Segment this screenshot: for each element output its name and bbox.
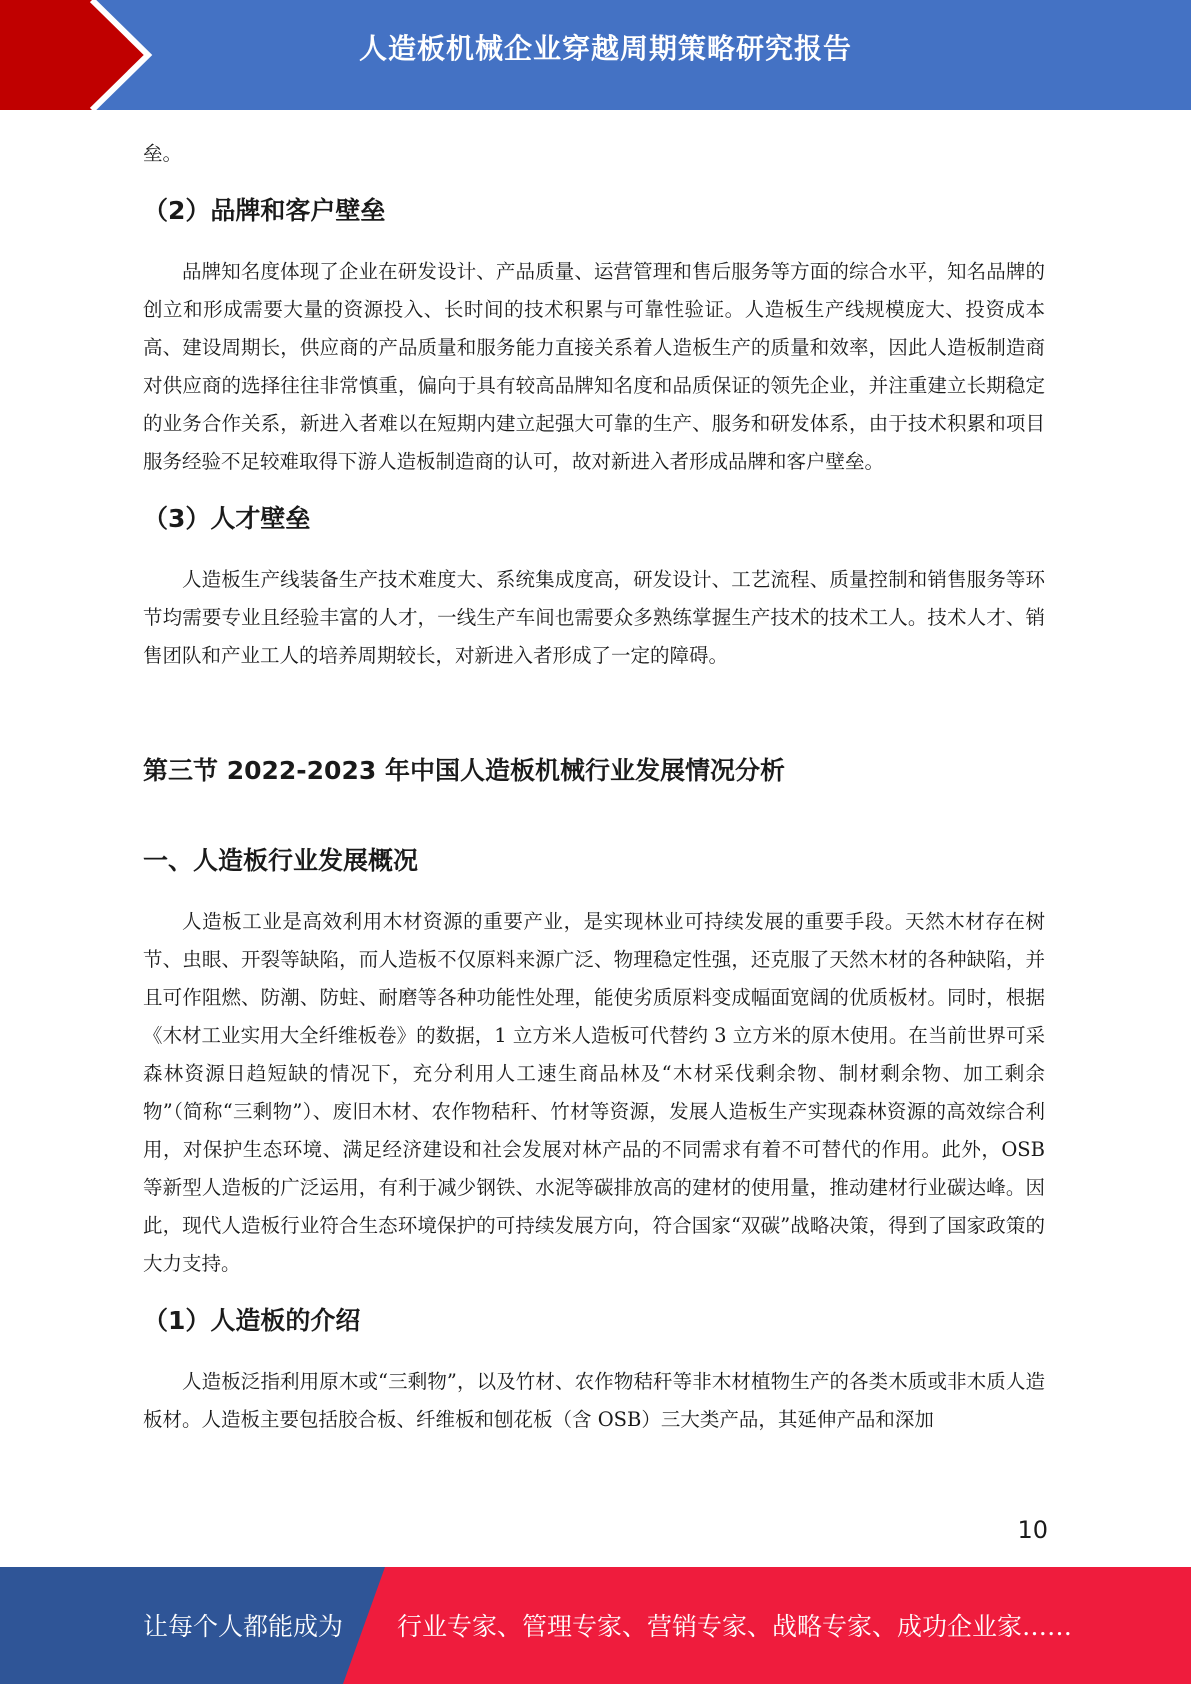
brand-barrier-heading: （2）品牌和客户壁垒 <box>143 196 386 225</box>
page-number: 10 <box>1017 1516 1048 1544</box>
overview-paragraph: 人造板工业是高效利用木材资源的重要产业，是实现林业可持续发展的重要手段。天然木材存在树节、虫眼、开裂等缺陷，而人造板不仅原料来源广泛、物理稳定性强，还克服了天然木材的各种缺陷，并且可作阻燃、防潮、防蛀、耐磨等各种功能性处理，能使劣质原料变成幅面宽阔的优质板材。同时，根据《木材工业实用大全纤维板卷》的数据，1 立方米人造板可代替约 3 立方米的原木使用。在当前世界可采森林资源日趋短缺的情况下，充分利用人工速生商品林及“木材采伐剩余物、制材剩余物、加工剩余物”（简称“三剩物”）、废旧木材、农作物秸秆、竹材等资源，发展人造板生产实现森林资源的高效综合利用，对保护生态环境、满足经济建设和社会发展对林产品的不同需求有着不可替代的作用。此外，OSB 等新型人造板的广泛运用，有利于减少钢铁、水泥等碳排放高的建材的使用量，推动建材行业碳达峰。因此，现代人造板行业符合生态环境保护的可持续发展方向，符合国家“双碳”战略决策，得到了国家政策的大力支持。 <box>143 910 1045 1275</box>
footer-slogan-right: 行业专家、管理专家、营销专家、战略专家、成功企业家…… <box>397 1612 1073 1641</box>
footer-slogan-left: 让每个人都能成为 <box>143 1612 344 1641</box>
page-content <box>143 135 1045 1439</box>
intro-paragraph: 人造板泛指利用原木或“三剩物”，以及竹材、农作物秸秆等非木材植物生产的各类木质或非木质人造板材。人造板主要包括胶合板、纤维板和刨花板（含 OSB）三大类产品，其延伸产品和深加 <box>143 1370 1045 1431</box>
report-title: 人造板机械企业穿越周期策略研究报告 <box>358 32 852 65</box>
talent-barrier-heading: （3）人才壁垒 <box>143 504 311 533</box>
brand-barrier-paragraph: 品牌知名度体现了企业在研发设计、产品质量、运营管理和售后服务等方面的综合水平，知名品牌的创立和形成需要大量的资源投入、长时间的技术积累与可靠性验证。人造板生产线规模庞大、投资成本高、建设周期长，供应商的产品质量和服务能力直接关系着人造板生产的质量和效率，因此人造板制造商对供应商的选择往往非常慎重，偏向于具有较高品牌知名度和品质保证的领先企业，并注重建立长期稳定的业务合作关系，新进入者难以在短期内建立起强大可靠的生产、服务和研发体系，由于技术积累和项目服务经验不足较难取得下游人造板制造商的认可，故对新进入者形成品牌和客户壁垒。 <box>143 260 1045 473</box>
page-footer <box>0 1567 1191 1684</box>
section-heading: 第三节 2022-2023 年中国人造板机械行业发展情况分析 <box>143 756 785 785</box>
talent-barrier-paragraph: 人造板生产线装备生产技术难度大、系统集成度高，研发设计、工艺流程、质量控制和销售服务等环节均需要专业且经验丰富的人才，一线生产车间也需要众多熟练掌握生产技术的技术工人。技术人才、销售团队和产业工人的培养周期较长，对新进入者形成了一定的障碍。 <box>143 568 1045 667</box>
intro-heading: （1）人造板的介绍 <box>143 1306 361 1335</box>
overview-heading: 一、人造板行业发展概况 <box>143 846 419 875</box>
lead-fragment: 垒。 <box>143 142 183 165</box>
page-header <box>0 0 1191 110</box>
